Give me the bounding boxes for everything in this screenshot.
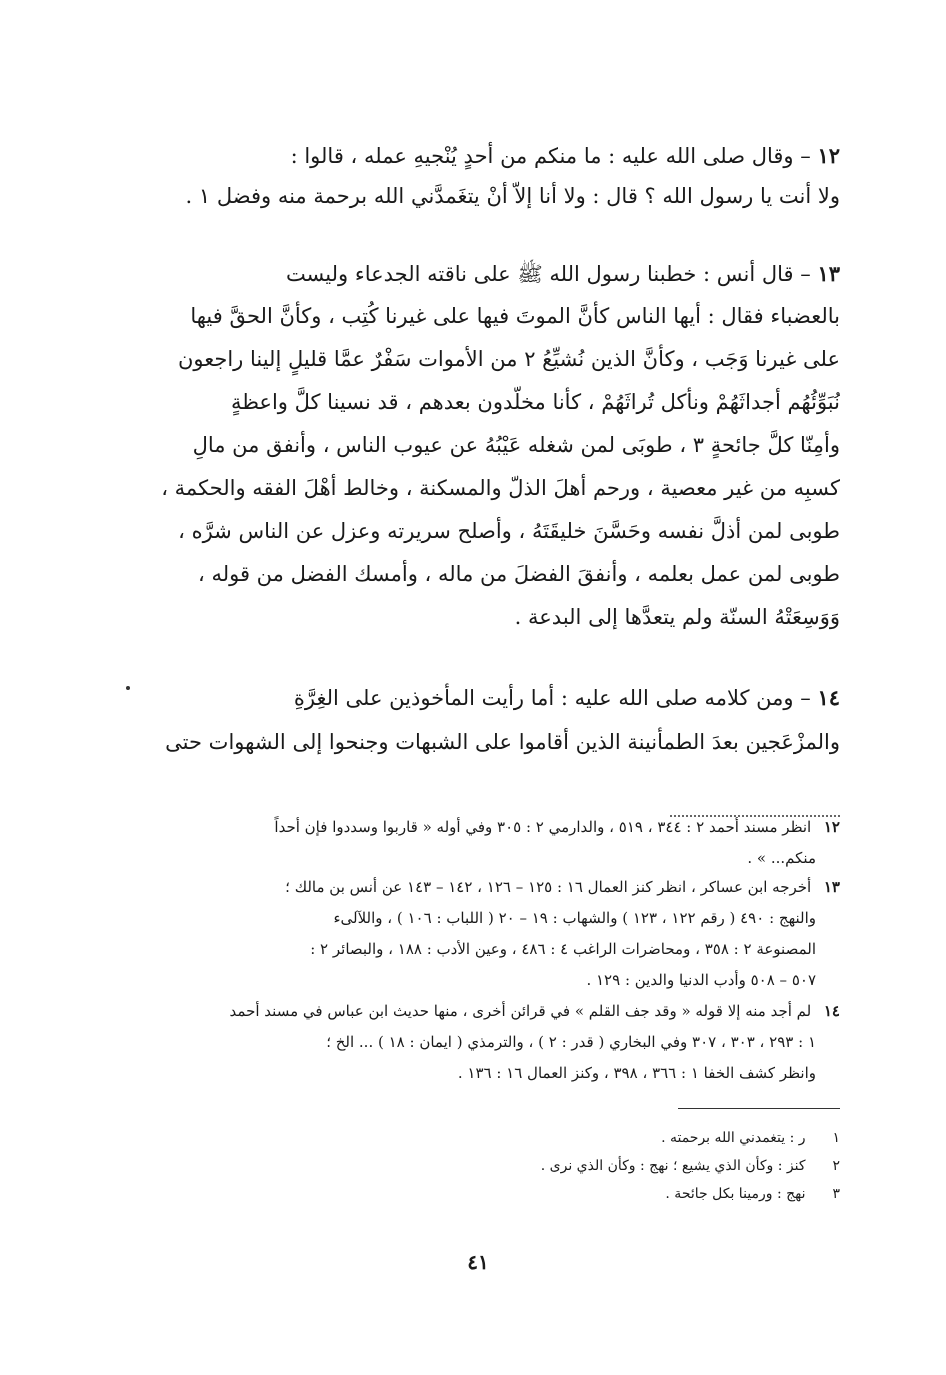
footnote-text: ١ : ٢٩٣ ، ٣٠٣ ، ٣٠٧ وفي البخاري ( قدر : ٢ ) ، والترمذي ( ايمان : ١٨ ) ... الخ ؛ [326,1033,816,1051]
variant-note-number: ١ [832,1130,840,1146]
variant-note [300,1180,840,1208]
footnote-text: لم أجد منه إلا قوله « وقد جف القلم » في قرائن أخرى ، منها حديث ابن عباس في مسند أحمد [229,1002,812,1020]
paragraph-13 [150,252,840,639]
line-text: ومن كلامه صلى الله عليه : أما رأيت المأخوذين على الغِرَّةِ [293,686,794,710]
footnote-text: ٥٠٧ – ٥٠٨ وأدب الدنيا والدين : ١٢٩ . [586,971,816,989]
variant-note [300,1152,840,1180]
footnote-14 [150,996,840,1089]
line-text: طوبى لمن عمل بعلمه ، وأنفقَ الفضلَ من ماله ، وأمسك الفضل من قوله ، [198,562,840,586]
variant-note-text: نهج : ورمينا بكل جائحة . [665,1186,806,1202]
paragraph-number: ١٢ [817,143,840,168]
line-text: نُبَوِّئُهُم أجداثَهُمْ ونأكل تُراثَهُمْ ، كأنا مخلّدون بعدهم ، قد نسينا كلَّ واعظةٍ [230,390,840,414]
footnote-text: وانظر كشف الخفا ١ : ٣٦٦ ، ٣٩٨ ، وكنز العمال ١٦ : ١٣٦ . [457,1064,816,1082]
footnote-13 [150,872,840,996]
dash: – [800,262,811,286]
variant-note-number: ٣ [832,1186,840,1202]
paragraph-14 [150,676,840,764]
footnote-number: ١٣ [823,878,840,896]
footnote-text: أخرجه ابن عساكر ، انظر كنز العمال ١٦ : ١٢٥ – ١٢٦ ، ١٤٢ – ١٤٣ عن أنس بن مالك ؛ [285,878,812,896]
paragraph-line [150,676,840,720]
footnote-line [150,812,840,843]
line-text: كسبِه من غير معصية ، ورحم أهلَ الذلّ والمسكنة ، وخالط أهْلَ الفقه والحكمة ، [161,476,840,500]
stray-dot [126,686,130,690]
variant-notes-separator [678,1108,840,1109]
line-text: على غيرنا وَجَب ، وكأنَّ الذين نُشيِّعُ ٢ من الأموات سَفْرٌ عمَّا قليلٍ إلينا راجعون [177,347,840,371]
dash: – [800,144,811,168]
page-number: ٤١ [467,1250,489,1274]
paragraph-line [150,252,840,295]
footnote-line [150,872,840,903]
footnote-text: منكم... » . [747,849,816,867]
footnote-number: ١٢ [823,818,840,836]
footnote-text: والنهج : ٤٩٠ ( رقم ١٢٢ ، ١٢٣ ) والشهاب : ١٩ – ٢٠ ( اللباب : ١٠٦ ) ، واللآلىء [333,909,816,927]
paragraph-number: ١٤ [817,685,840,710]
paragraph-line [150,136,840,176]
footnote-line [150,996,840,1027]
dash: – [800,686,811,710]
line-text: والمزْعَجين بعدَ الطمأنينة الذين أقاموا على الشبهات وجنحوا إلى الشهوات حتى [165,730,840,754]
variant-note-text: كنز : وكأن الذي يشيع ؛ نهج : وكأن الذي نرى . [540,1158,806,1174]
footnote-text: انظر مسند أحمد ٢ : ٣٤٤ ، ٥١٩ ، والدارمي ٢ : ٣٠٥ وفي أوله « قاربوا وسددوا فإن أحداً [274,818,812,836]
footnote-12 [150,812,840,874]
line-text: وأمِنّا كلَّ جائحةٍ ٣ ، طوبَى لمن شغله عَيْبُهُ عن عيوب الناس ، وأنفق من مالِ [192,433,840,457]
line-text: ولا أنت يا رسول الله ؟ قال : ولا أنا إلاّ أنْ يتغَمدَّني الله برحمة منه وفضل ١ . [185,184,840,208]
footnote-text: المصنوعة ٢ : ٣٥٨ ، ومحاضرات الراغب ٤ : ٤٨٦ ، وعين الأدب : ١٨٨ ، والبصائر ٢ : [310,940,816,958]
line-text: وقال صلى الله عليه : ما منكم من أحدٍ يُنْجيهِ عمله ، قالوا : [290,144,794,168]
variant-note-number: ٢ [832,1158,840,1174]
variant-notes [300,1124,840,1208]
line-text: وَوَسِعَتْهُ السنّة ولم يتعدَّها إلى البدعة . [514,605,840,629]
variant-note [300,1124,840,1152]
line-text: طوبى لمن أذلَّ نفسه وحَسَّنَ خليقَتَهُ ، وأصلح سريرته وعزل عن الناس شرَّه ، [178,519,840,543]
line-text: بالعضباء فقال : أيها الناس كأنَّ الموتَ فيها على غيرنا كُتِب ، وكأنَّ الحقَّ فيها [190,304,840,328]
paragraph-number: ١٣ [817,261,840,286]
footnote-number: ١٤ [823,1002,840,1020]
variant-note-text: ر : يتغمدني الله برحمته . [661,1130,806,1146]
paragraph-12 [150,136,840,216]
line-text: قال أنس : خطبنا رسول الله ﷺ على ناقته الجدعاء وليست [285,262,794,286]
